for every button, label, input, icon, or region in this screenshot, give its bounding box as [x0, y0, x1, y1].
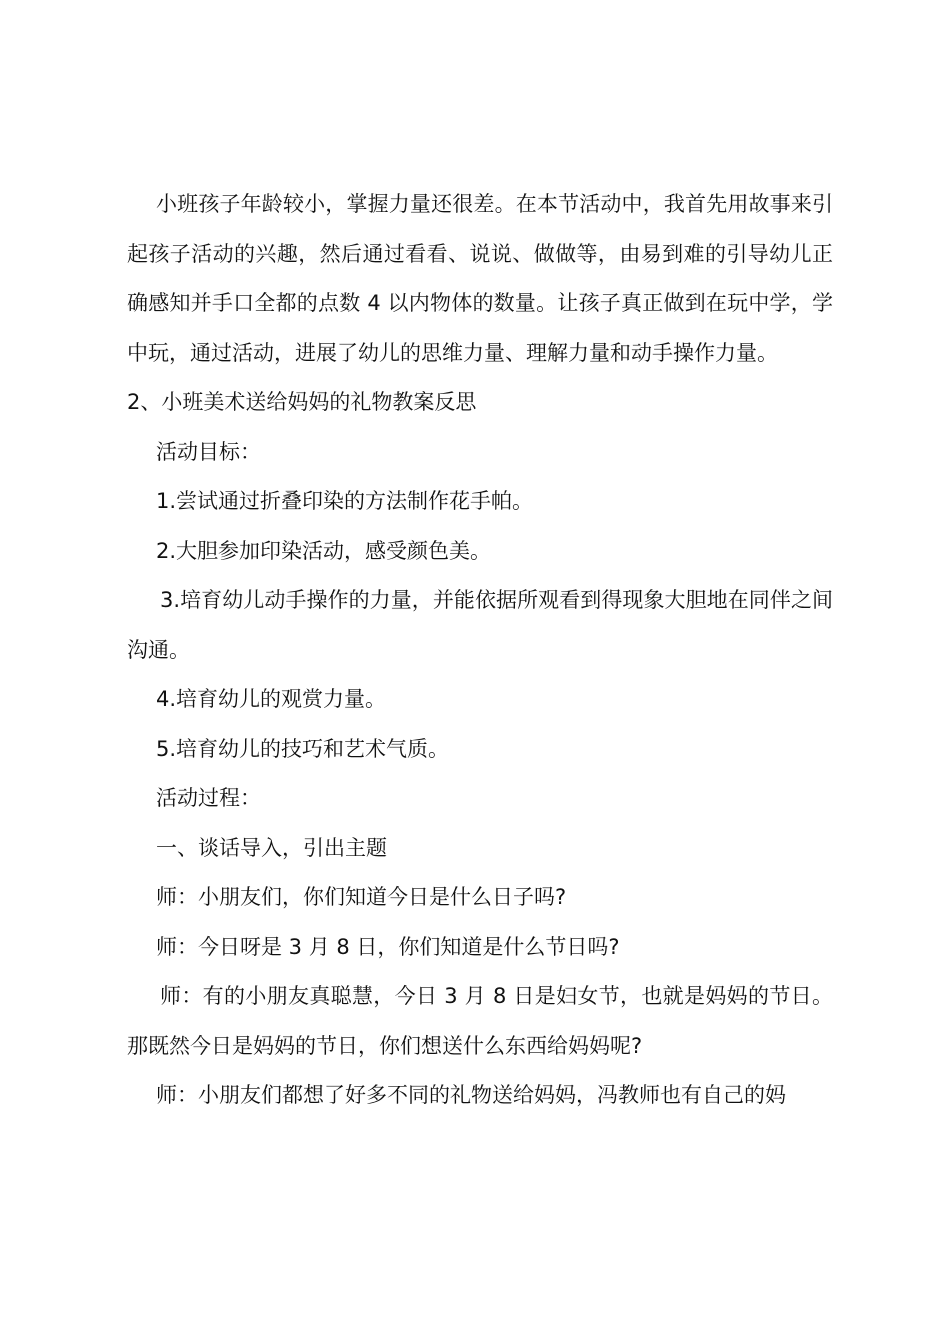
reflection-paragraph: 小班孩子年龄较小，掌握力量还很差。在本节活动中，我首先用故事来引起孩子活动的兴趣，然后通过看看、说说、做做等，由易到难的引导幼儿正确感知并手口全都的点数 4 以内物体的数量。让孩子真正做到在玩中学，学中玩，通过活动，进展了幼儿的思维力量、理解力量和动手操作力量。 — [127, 192, 833, 365]
section-heading: 2、小班美术送给妈妈的礼物教案反思 — [127, 390, 477, 414]
goal-item-1: 1.尝试通过折叠印染的方法制作花手帕。 — [156, 489, 534, 513]
dialogue-line: 师：小朋友们，你们知道今日是什么日子吗? — [156, 885, 567, 909]
goal-item-3: 3.培育幼儿动手操作的力量，并能依据所观看到得现象大胆地在同伴之间沟通。 — [127, 588, 833, 662]
goal-item-5: 5.培育幼儿的技巧和艺术气质。 — [156, 736, 450, 761]
process-heading: 活动过程： — [156, 786, 261, 810]
dialogue-line: 师：小朋友们都想了好多不同的礼物送给妈妈，冯教师也有自己的妈 — [156, 1083, 786, 1107]
process-step-heading: 一、谈话导入，引出主题 — [156, 835, 387, 860]
goal-item-4: 4.培育幼儿的观赏力量。 — [156, 687, 387, 711]
dialogue-line: 师：有的小朋友真聪慧，今日 3 月 8 日是妇女节，也就是妈妈的节日。那既然今日是妈妈的节日，你们想送什么东西给妈妈呢? — [127, 984, 833, 1058]
document-body — [127, 180, 833, 1121]
goal-item-2: 2.大胆参加印染活动，感受颜色美。 — [156, 538, 492, 563]
dialogue-line: 师：今日呀是 3 月 8 日，你们知道是什么节日吗? — [156, 934, 620, 959]
goals-heading: 活动目标： — [156, 439, 261, 464]
